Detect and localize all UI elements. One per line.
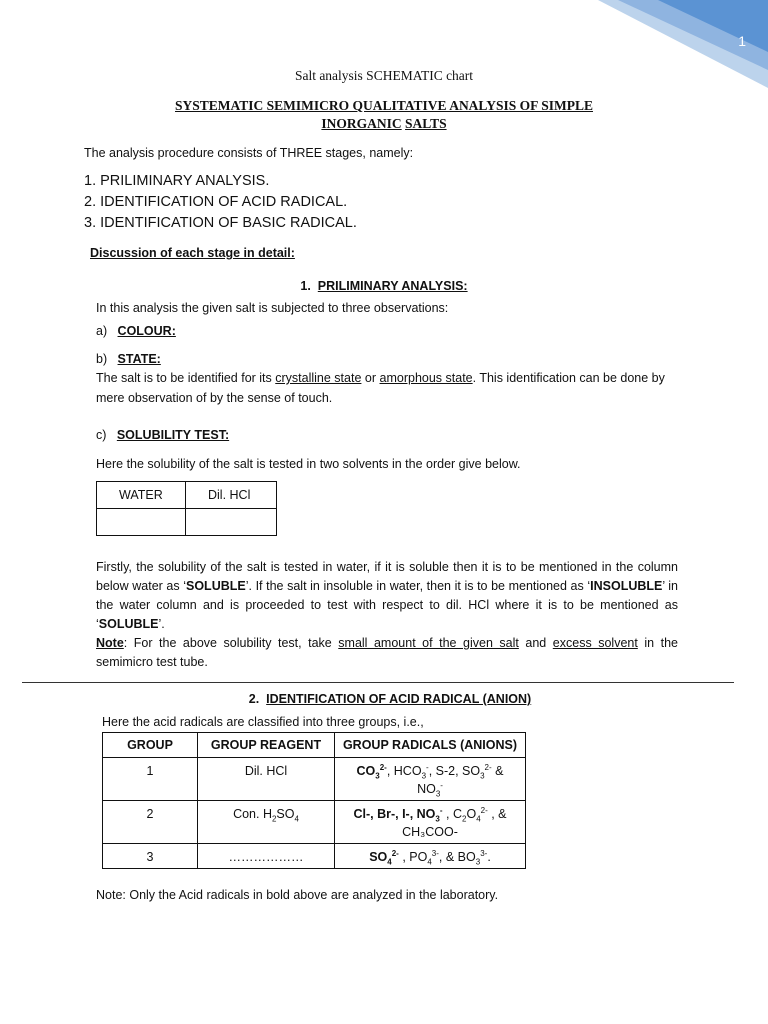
item-b-text-part: or — [364, 371, 377, 385]
note-part: : For the above solubility test, take — [123, 636, 332, 650]
note-part: in the semimicro test tube. — [96, 636, 678, 669]
small-amount-term: small amount of the given salt — [338, 636, 519, 650]
section2-heading — [0, 692, 768, 706]
item-b-marker: b) — [96, 352, 108, 366]
item-c-intro: Here the solubility of the salt is tested in two solvents in the order give below. — [96, 457, 521, 471]
section2-intro: Here the acid radicals are classified into three groups, i.e., — [102, 715, 424, 729]
header-group-radicals: GROUP RADICALS (ANIONS) — [335, 733, 526, 758]
solubility-cell-water — [97, 509, 186, 536]
item-b-text-part: The salt is to be identified for its — [96, 371, 272, 385]
item-b-label: STATE: — [117, 352, 161, 366]
section2-note: Note: Only the Acid radicals in bold above are analyzed in the laboratory. — [96, 888, 499, 902]
solubility-paragraph — [96, 558, 678, 672]
discussion-heading: Discussion of each stage in detail: — [90, 246, 295, 260]
excess-solvent-term: excess solvent — [552, 636, 638, 650]
paragraph-part: ’. — [158, 617, 165, 631]
solubility-header-water: WATER — [97, 482, 186, 509]
soluble-term: SOLUBLE — [98, 617, 159, 631]
item-c-marker: c) — [96, 428, 107, 442]
item-c — [96, 426, 229, 446]
section2-title: IDENTIFICATION OF ACID RADICAL (ANION) — [266, 692, 532, 706]
paragraph-part: ’. If the salt in insoluble in water, then it is to be mentioned as ‘ — [245, 579, 591, 593]
paragraph-part: ’ in the water column and is proceeded to test with respect to dil. HCl where it is to be mentioned as ‘ — [96, 579, 679, 631]
reagent-cell: Dil. HCl — [198, 758, 335, 801]
item-c-label: SOLUBILITY TEST: — [116, 428, 230, 442]
acid-radical-table — [102, 732, 526, 869]
main-heading-line2a: INORGANIC — [321, 116, 402, 131]
note-label: Note — [96, 636, 124, 650]
crystalline-term: crystalline state — [275, 371, 362, 385]
item-b-text — [96, 369, 686, 408]
note-part: and — [525, 636, 547, 650]
section1-number: 1. — [300, 279, 311, 293]
stage-item: 2. IDENTIFICATION OF ACID RADICAL. — [84, 194, 348, 210]
solubility-header-hcl: Dil. HCl — [186, 482, 277, 509]
document-title: Salt analysis SCHEMATIC chart — [294, 68, 474, 83]
table-row — [103, 758, 526, 801]
section2-number: 2. — [248, 692, 260, 706]
item-a — [96, 322, 176, 342]
intro-text: The analysis procedure consists of THREE stages, namely: — [84, 146, 414, 160]
table-row — [103, 844, 526, 869]
main-heading-line1: SYSTEMATIC SEMIMICRO QUALITATIVE ANALYSIS OF SIMPLE — [175, 98, 593, 113]
insoluble-term: INSOLUBLE — [590, 579, 663, 593]
section1-heading — [0, 279, 768, 293]
soluble-term: SOLUBLE — [186, 579, 246, 593]
radicals-cell: $CO_3^{2-}$, $HCO_3^-$, S-2, $SO_3^{2-}$ & $NO_3^-$ — [335, 758, 526, 801]
item-a-label: COLOUR: — [117, 324, 176, 338]
reagent-cell: Con. $H_2SO_4$ — [198, 801, 335, 844]
page-number: 1 — [738, 33, 746, 49]
group-cell: 1 — [103, 758, 198, 801]
item-a-marker: a) — [96, 324, 108, 338]
main-heading — [0, 97, 768, 133]
section1-title: PRILIMINARY ANALYSIS: — [317, 279, 468, 293]
radicals-cell: $SO_4^{2-}$ , $PO_4^{3-}$, & $BO_3^{3-}$. — [335, 844, 526, 869]
radicals-cell: Cl-, Br-, I-, $NO_3^-$ , $C_2O_4^{2-}$ , & CH₃COO- — [335, 801, 526, 844]
header-group-reagent: GROUP REAGENT — [198, 733, 335, 758]
solubility-cell-hcl — [186, 509, 277, 536]
header-group: GROUP — [103, 733, 198, 758]
stages-list — [84, 171, 357, 234]
table-row — [103, 801, 526, 844]
section-divider — [22, 682, 734, 683]
paragraph-part: Firstly, the solubility of the salt is tested in water, if it is soluble then it is to be mentioned in the column below water as ‘ — [96, 560, 678, 593]
section1-intro: In this analysis the given salt is subjected to three observations: — [96, 301, 449, 315]
reagent-cell: ……………… — [198, 844, 335, 869]
item-b — [96, 350, 161, 370]
main-heading-line2b: SALTS — [405, 116, 447, 131]
stage-item: 1. PRILIMINARY ANALYSIS. — [84, 173, 270, 189]
stage-item: 3. IDENTIFICATION OF BASIC RADICAL. — [84, 215, 357, 231]
solubility-table — [96, 481, 277, 536]
group-cell: 2 — [103, 801, 198, 844]
amorphous-term: amorphous state — [379, 371, 473, 385]
item-b-text-part: . This identification can be done by mere observation of by the sense of touch. — [96, 371, 665, 405]
group-cell: 3 — [103, 844, 198, 869]
